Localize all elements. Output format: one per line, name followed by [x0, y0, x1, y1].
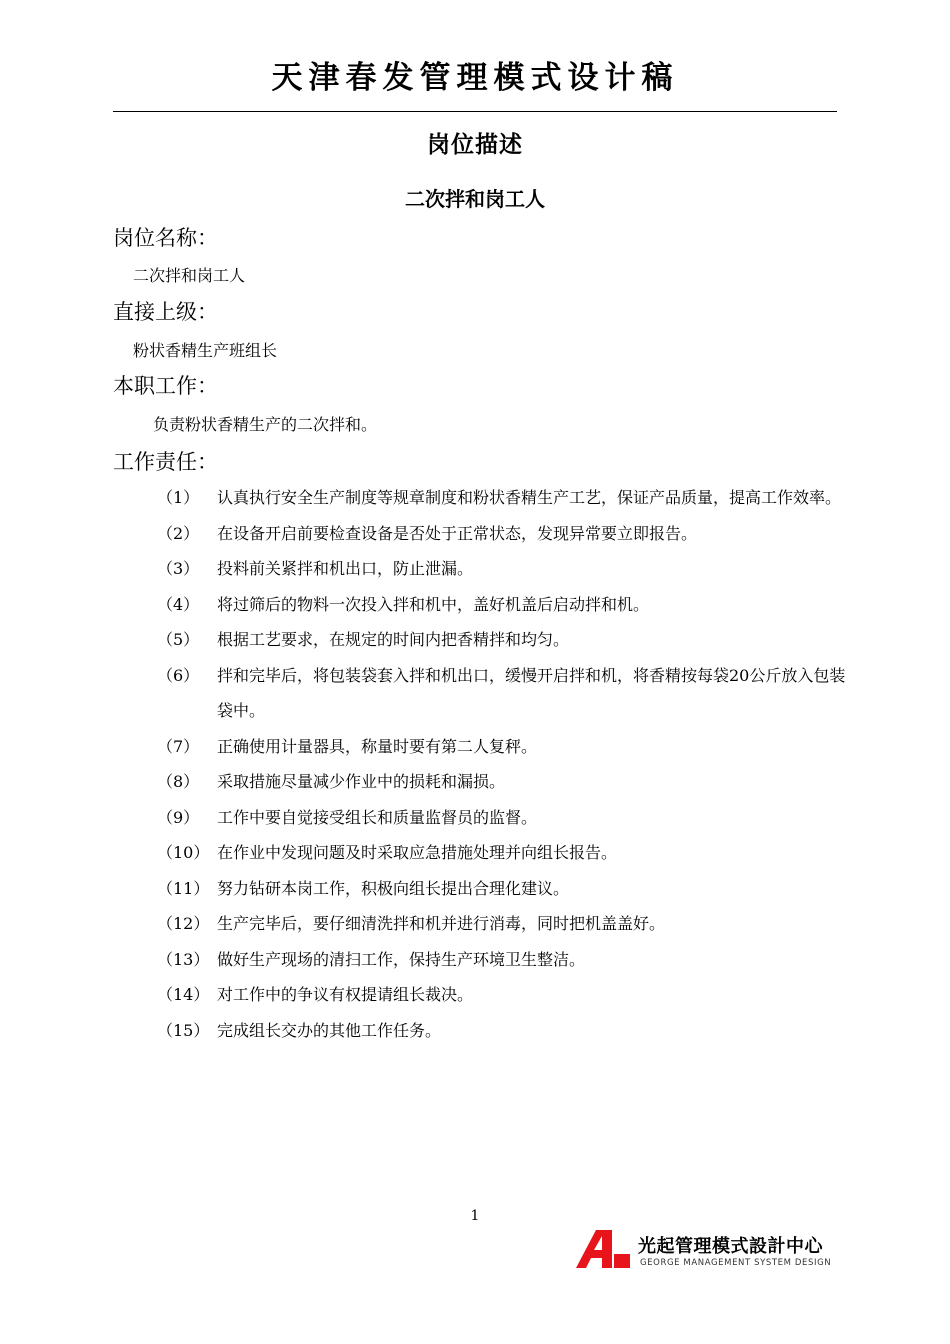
duty-number: （4）: [157, 594, 200, 614]
duty-number: （2）: [157, 523, 200, 543]
duty-text: 对工作中的争议有权提请组长裁决。: [217, 985, 474, 1004]
position-name-value: 二次拌和岗工人: [133, 266, 246, 285]
company-logo: [576, 1228, 846, 1272]
duty-item: [157, 942, 847, 978]
duty-number: （6）: [157, 665, 200, 685]
duty-item: [157, 906, 847, 942]
duty-text: 根据工艺要求，在规定的时间内把香精拌和均匀。: [217, 630, 570, 649]
duty-item: [157, 871, 847, 907]
duty-text: 完成组长交办的其他工作任务。: [217, 1020, 442, 1040]
duty-text: 正确使用计量器具，称量时要有第二人复秤。: [217, 736, 538, 756]
supervisor-label: 直接上级：: [113, 300, 218, 324]
section-title: 岗位描述: [427, 132, 523, 158]
duty-item: [157, 551, 847, 587]
duty-text: 做好生产现场的清扫工作，保持生产环境卫生整洁。: [217, 949, 586, 969]
duty-text: 采取措施尽量减少作业中的损耗和漏损。: [217, 772, 506, 791]
supervisor-value: 粉状香精生产班组长: [133, 341, 278, 360]
duty-number: （5）: [157, 630, 200, 649]
duty-item: [157, 729, 847, 765]
duty-number: （13）: [157, 949, 210, 969]
duty-number: （8）: [157, 772, 200, 791]
duty-number: （10）: [157, 843, 210, 862]
duty-text: 工作中要自觉接受组长和质量监督员的监督。: [217, 807, 538, 827]
main-work-value: 负责粉状香精生产的二次拌和。: [153, 415, 378, 434]
duty-item: [157, 835, 847, 871]
duty-text: 认真执行安全生产制度等规章制度和粉状香精生产工艺，保证产品质量，提高工作效率。: [217, 488, 842, 507]
duty-item: [157, 800, 847, 836]
logo-english-name: GEORGE MANAGEMENT SYSTEM DESIGN: [640, 1258, 832, 1268]
document-header-title: 天津春发管理模式设计稿: [271, 60, 679, 96]
duty-text: 投料前关紧拌和机出口，防止泄漏。: [217, 559, 474, 578]
duty-text: 将过筛后的物料一次投入拌和机中，盖好机盖后启动拌和机。: [217, 594, 650, 614]
duty-number: （1）: [157, 488, 200, 507]
logo-chinese-name: 光起管理模式設計中心: [638, 1236, 823, 1257]
duty-text: 生产完毕后，要仔细清洗拌和机并进行消毒，同时把机盖盖好。: [217, 914, 666, 933]
duty-number: （9）: [157, 807, 200, 827]
duty-text: 在设备开启前要检查设备是否处于正常状态，发现异常要立即报告。: [217, 523, 698, 543]
duty-text: 努力钻研本岗工作，积极向组长提出合理化建议。: [217, 878, 570, 898]
duty-item: [157, 977, 847, 1013]
page-number: 1: [470, 1208, 480, 1224]
duty-number: （14）: [157, 985, 210, 1004]
duty-list: [157, 480, 847, 1048]
duty-item: [157, 764, 847, 800]
duty-item: [157, 622, 847, 658]
duty-number: （7）: [157, 736, 200, 756]
duty-number: （12）: [157, 914, 210, 933]
duty-item: [157, 1013, 847, 1049]
duty-number: （3）: [157, 559, 200, 578]
main-work-label: 本职工作：: [113, 374, 218, 398]
header-divider: [113, 111, 837, 112]
duty-text: 拌和完毕后，将包装袋套入拌和机出口，缓慢开启拌和机，将香精按每袋20公斤放入包装袋中。: [217, 665, 846, 720]
responsibilities-label: 工作责任：: [113, 450, 218, 474]
duty-item: [157, 658, 847, 729]
duty-item: [157, 516, 847, 552]
duty-item: [157, 480, 847, 516]
duty-number: （11）: [157, 878, 210, 898]
duty-number: （15）: [157, 1020, 210, 1040]
job-title: 二次拌和岗工人: [405, 187, 545, 211]
duty-text: 在作业中发现问题及时采取应急措施处理并向组长报告。: [217, 843, 618, 862]
position-name-label: 岗位名称：: [113, 226, 218, 250]
logo-a-mark-icon: [576, 1228, 632, 1270]
duty-item: [157, 587, 847, 623]
